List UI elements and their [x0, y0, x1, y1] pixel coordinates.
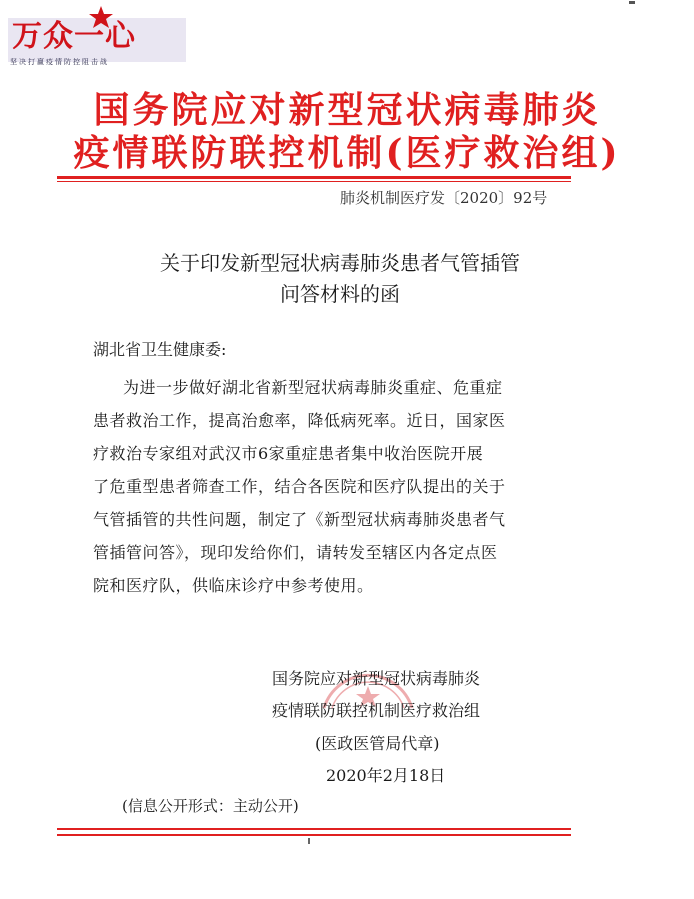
- logo-wordmark: 万众一心: [12, 19, 136, 54]
- document-number: 肺炎机制医疗发〔2020〕92号: [340, 189, 548, 207]
- body-line: 院和医疗队，供临床诊疗中参考使用。: [93, 576, 374, 595]
- body-line: 患者救治工作，提高治愈率，降低病死率。近日，国家医: [93, 411, 506, 430]
- red-star-icon: [88, 5, 114, 29]
- body-line: 了危重型患者筛查工作，结合各医院和医疗队提出的关于: [93, 477, 506, 496]
- signature-line-1: 国务院应对新型冠状病毒肺炎: [272, 669, 481, 688]
- signature-date: 2020年2月18日: [326, 766, 446, 785]
- signature-line-3: (医政医管局代章): [315, 734, 440, 753]
- scan-mark: [629, 1, 635, 4]
- issuer-header-line-2: 疫情联防联控机制(医疗救治组): [73, 132, 621, 174]
- body-line: 疗救治专家组对武汉市6家重症患者集中收治医院开展: [93, 444, 484, 463]
- salutation: 湖北省卫生健康委:: [93, 340, 227, 359]
- signature-line-2: 疫情联防联控机制医疗救治组: [272, 701, 481, 720]
- body-line: 管插管问答》，现印发给你们，请转发至辖区内各定点医: [93, 543, 498, 562]
- header-rule-thin: [57, 181, 571, 182]
- body-line: 为进一步做好湖北省新型冠状病毒肺炎重症、危重症: [123, 378, 503, 397]
- document-title-line-2: 问答材料的函: [280, 282, 400, 306]
- issuer-header-line-1: 国务院应对新型冠状病毒肺炎: [93, 89, 601, 131]
- header-rule-thick: [57, 176, 571, 179]
- document-title-line-1: 关于印发新型冠状病毒肺炎患者气管插管: [160, 251, 520, 275]
- disclosure-note: (信息公开形式：主动公开): [122, 797, 299, 815]
- footer-rule-bottom: [57, 834, 571, 836]
- body-line: 气管插管的共性问题，制定了《新型冠状病毒肺炎患者气: [93, 510, 506, 529]
- logo-slogan: 坚决打赢疫情防控阻击战: [10, 58, 109, 66]
- footer-rule-top: [57, 828, 571, 830]
- page-number-mark: [308, 838, 310, 844]
